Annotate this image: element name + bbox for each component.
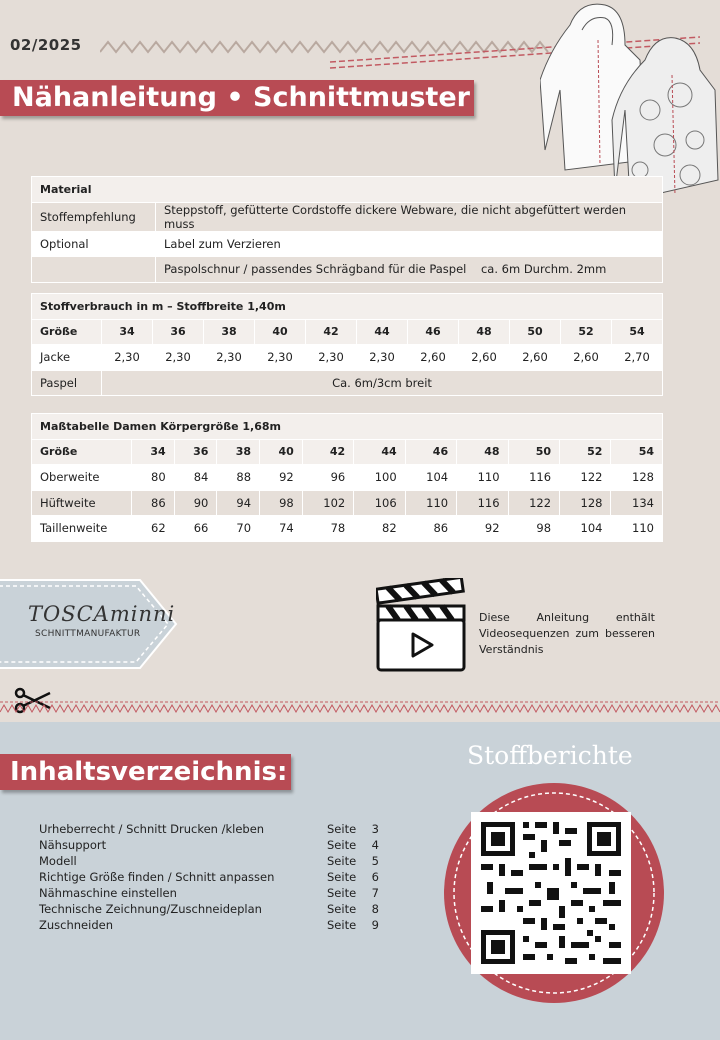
toc-item[interactable] (39, 853, 379, 869)
stoffberichte-title: Stoffberichte (467, 741, 633, 770)
qr-code[interactable] (443, 782, 673, 1012)
value-cell: 116 (457, 490, 508, 516)
value-cell: 66 (174, 516, 217, 542)
toc-item[interactable] (39, 917, 379, 933)
toc-page: 7 (371, 886, 379, 900)
toc-page: 9 (371, 918, 379, 932)
table-row (32, 257, 663, 283)
size-cell: 36 (174, 439, 217, 465)
value-cell: 100 (354, 465, 405, 491)
value-cell: 80 (132, 465, 175, 491)
value-cell: 94 (217, 490, 260, 516)
size-cell: 44 (354, 439, 405, 465)
size-label: Größe (32, 319, 102, 345)
value-cell: 134 (611, 490, 663, 516)
toc-label: Modell (39, 854, 77, 868)
size-cell: 42 (306, 319, 357, 345)
row-label: Oberweite (32, 465, 132, 491)
value-cell: 2,30 (357, 345, 408, 371)
material-heading: Material (32, 177, 663, 203)
value-cell: 92 (457, 516, 508, 542)
table-header (32, 414, 663, 440)
table-row (32, 370, 663, 396)
toc-page: 5 (371, 854, 379, 868)
row-label (32, 257, 156, 283)
measurement-heading: Maßtabelle Damen Körpergröße 1,68m (32, 414, 663, 440)
cut-line (0, 700, 720, 714)
size-cell: 38 (217, 439, 260, 465)
toc-seite: Seite (327, 822, 357, 836)
toc-label: Nähsupport (39, 838, 107, 852)
toc-page: 6 (371, 870, 379, 884)
toc-label: Zuschneiden (39, 918, 113, 932)
size-cell: 40 (260, 439, 303, 465)
value-cell: 84 (174, 465, 217, 491)
row-value: Steppstoff, gefütterte Cordstoffe dickere Webware, die nicht abgefüttert werden muss (156, 202, 663, 231)
row-value: Paspolschnur / passendes Schrägband für die Paspel ca. 6m Durchm. 2mm (156, 257, 663, 283)
value-cell: 2,30 (153, 345, 204, 371)
size-cell: 46 (408, 319, 459, 345)
table-header (32, 177, 663, 203)
material-table (31, 176, 663, 283)
value-cell: 110 (457, 465, 508, 491)
toc-item[interactable] (39, 869, 379, 885)
row-label: Paspel (32, 370, 102, 396)
value-cell: 96 (302, 465, 353, 491)
size-cell: 36 (153, 319, 204, 345)
paspel-value: Ca. 6m/3cm breit (102, 370, 663, 396)
table-of-contents (39, 821, 379, 933)
table-row (32, 231, 663, 257)
value-cell: 128 (560, 490, 611, 516)
value-cell: 110 (405, 490, 456, 516)
row-label: Hüftweite (32, 490, 132, 516)
consumption-heading: Stoffverbrauch in m – Stoffbreite 1,40m (32, 294, 663, 320)
fabric-consumption-table (31, 293, 663, 396)
toc-page: 4 (371, 838, 379, 852)
value-cell: 122 (508, 490, 559, 516)
value-cell: 78 (302, 516, 353, 542)
value-cell: 2,30 (204, 345, 255, 371)
table-row (32, 516, 663, 542)
brand-logo: TOSCAminni (28, 602, 176, 626)
toc-page: 8 (371, 902, 379, 916)
value-cell: 110 (611, 516, 663, 542)
toc-page: 3 (371, 822, 379, 836)
jacket-illustration (540, 0, 720, 205)
size-cell: 38 (204, 319, 255, 345)
value-cell: 92 (260, 465, 303, 491)
row-value: Label zum Verzieren (156, 231, 663, 257)
toc-label: Richtige Größe finden / Schnitt anpassen (39, 870, 275, 884)
value-cell: 122 (560, 465, 611, 491)
value-cell: 86 (405, 516, 456, 542)
table-header (32, 294, 663, 320)
size-cell: 50 (510, 319, 561, 345)
size-cell: 34 (102, 319, 153, 345)
value-cell: 2,30 (102, 345, 153, 371)
value-cell: 128 (611, 465, 663, 491)
toc-item[interactable] (39, 837, 379, 853)
size-cell: 40 (255, 319, 306, 345)
row-label: Jacke (32, 345, 102, 371)
size-cell: 48 (459, 319, 510, 345)
toc-seite: Seite (327, 838, 357, 852)
value-cell: 88 (217, 465, 260, 491)
video-clapper-icon (376, 578, 468, 674)
value-cell: 82 (354, 516, 405, 542)
issue-label: 02/2025 (10, 36, 82, 54)
value-cell: 116 (508, 465, 559, 491)
value-cell: 106 (354, 490, 405, 516)
toc-seite: Seite (327, 854, 357, 868)
row-label: Optional (32, 231, 156, 257)
value-cell: 2,30 (306, 345, 357, 371)
toc-seite: Seite (327, 918, 357, 932)
value-cell: 62 (132, 516, 175, 542)
toc-item[interactable] (39, 901, 379, 917)
value-cell: 2,70 (612, 345, 663, 371)
size-cell: 52 (561, 319, 612, 345)
value-cell: 74 (260, 516, 303, 542)
toc-seite: Seite (327, 870, 357, 884)
table-row (32, 345, 663, 371)
value-cell: 102 (302, 490, 353, 516)
table-row (32, 490, 663, 516)
toc-label: Nähmaschine einstellen (39, 886, 177, 900)
size-cell: 44 (357, 319, 408, 345)
size-cell: 52 (560, 439, 611, 465)
size-cell: 54 (611, 439, 663, 465)
value-cell: 2,60 (459, 345, 510, 371)
value-cell: 104 (560, 516, 611, 542)
video-note: Diese Anleitung enthält Videosequenzen zum besseren Verständnis (479, 611, 655, 656)
toc-label: Urheberrecht / Schnitt Drucken /kleben (39, 822, 265, 836)
toc-label: Technische Zeichnung/Zuschneideplan (39, 902, 262, 916)
size-cell: 34 (132, 439, 175, 465)
toc-item[interactable] (39, 885, 379, 901)
toc-seite: Seite (327, 886, 357, 900)
row-label: Taillenweite (32, 516, 132, 542)
page-title: Nähanleitung • Schnittmuster (0, 80, 474, 116)
size-cell: 46 (405, 439, 456, 465)
toc-seite: Seite (327, 902, 357, 916)
size-header-row (32, 319, 663, 345)
size-label: Größe (32, 439, 132, 465)
table-row (32, 202, 663, 231)
value-cell: 86 (132, 490, 175, 516)
value-cell: 98 (508, 516, 559, 542)
measurement-table (31, 413, 663, 542)
value-cell: 98 (260, 490, 303, 516)
toc-item[interactable] (39, 821, 379, 837)
brand-subtitle: SCHNITTMANUFAKTUR (35, 629, 141, 639)
size-cell: 48 (457, 439, 508, 465)
table-row (32, 465, 663, 491)
toc-title: Inhaltsverzeichnis: (0, 754, 291, 790)
size-cell: 54 (612, 319, 663, 345)
value-cell: 104 (405, 465, 456, 491)
size-header-row (32, 439, 663, 465)
value-cell: 70 (217, 516, 260, 542)
value-cell: 2,60 (408, 345, 459, 371)
row-label: Stoffempfehlung (32, 202, 156, 231)
size-cell: 42 (302, 439, 353, 465)
value-cell: 2,30 (255, 345, 306, 371)
size-cell: 50 (508, 439, 559, 465)
value-cell: 90 (174, 490, 217, 516)
value-cell: 2,60 (561, 345, 612, 371)
value-cell: 2,60 (510, 345, 561, 371)
